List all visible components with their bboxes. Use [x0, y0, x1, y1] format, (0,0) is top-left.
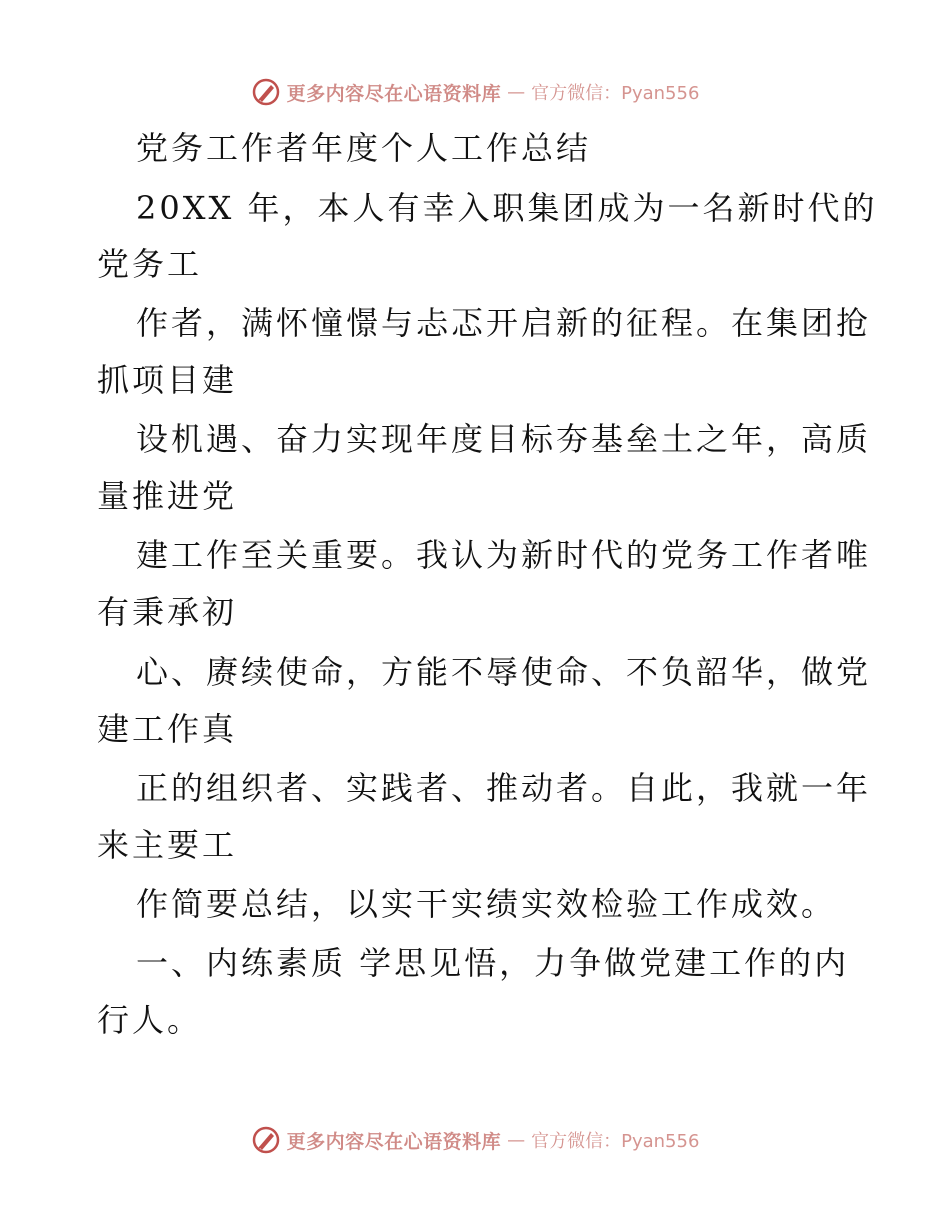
paragraph-line: 建工作至关重要。我认为新时代的党务工作者唯 — [136, 536, 872, 574]
paragraph-line: 正的组织者、实践者、推动者。自此，我就一年 — [136, 769, 872, 807]
paragraph-line: 行人。 — [97, 1001, 203, 1039]
paragraph-line: 心、赓续使命，方能不辱使命、不负韶华，做党 — [136, 653, 872, 691]
paragraph-line: 党务工 — [97, 245, 203, 283]
watermark-wechat: 官方微信：Pyan556 — [531, 1131, 700, 1152]
section-heading: 一、内练素质 学思见悟，力争做党建工作的内 — [136, 944, 850, 982]
paragraph-line: 作简要总结，以实干实绩实效检验工作成效。 — [136, 885, 837, 923]
document-title: 党务工作者年度个人工作总结 — [136, 129, 592, 167]
paragraph-line: 作者，满怀憧憬与忐忑开启新的征程。在集团抢 — [136, 304, 872, 342]
paragraph-line: 建工作真 — [97, 710, 238, 748]
paragraph-line: 有秉承初 — [97, 593, 238, 631]
watermark-wechat: 官方微信：Pyan556 — [531, 83, 700, 104]
paragraph-line: 来主要工 — [97, 826, 238, 864]
paragraph-line: 量推进党 — [97, 477, 238, 515]
watermark-text: 更多内容尽在心语资料库 — [286, 1130, 502, 1153]
pen-seal-icon — [251, 77, 281, 107]
footer-watermark — [0, 1120, 950, 1160]
paragraph-line: 抓项目建 — [97, 361, 238, 399]
paragraph-line: 设机遇、奋力实现年度目标夯基垒土之年，高质 — [136, 420, 872, 458]
watermark-dash: — — [507, 1129, 526, 1151]
paragraph-line: 20XX 年，本人有幸入职集团成为一名新时代的 — [136, 189, 878, 227]
watermark-text: 更多内容尽在心语资料库 — [286, 82, 502, 105]
pen-seal-icon — [251, 1125, 281, 1155]
header-watermark — [0, 72, 950, 112]
watermark-dash: — — [507, 81, 526, 103]
